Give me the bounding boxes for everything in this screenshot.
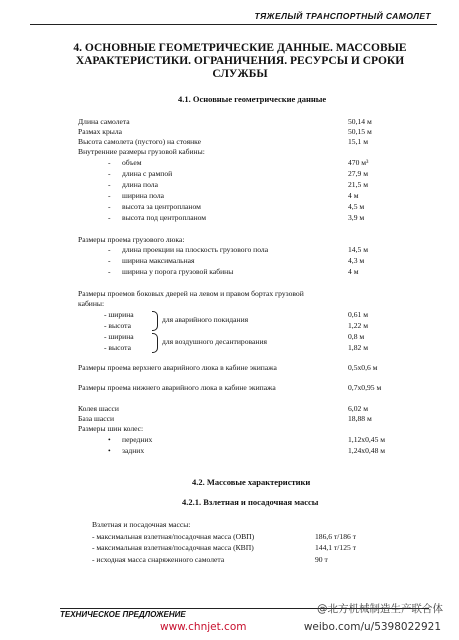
- data-row: Размеры проема верхнего аварийного люка в кабине экипажа 0,5х0,6 м: [78, 363, 378, 372]
- data-row: - ширина максимальная 4,3 м: [108, 256, 365, 265]
- data-row: - высота 1,82 м: [104, 343, 368, 352]
- data-row: • передних 1,12х0,45 м: [108, 435, 386, 444]
- page-header: [30, 10, 437, 25]
- data-row: - максимальная взлетная/посадочная масса (ОВП) 186,6 т/186 т: [92, 532, 357, 541]
- data-row: Взлетная и посадочная массы:: [92, 520, 191, 529]
- data-row: - длина с рампой 27,9 м: [108, 169, 368, 178]
- data-row: - высота за центропланом 4,5 м: [108, 202, 365, 211]
- data-row: - исходная масса снаряженного самолета 90 т: [92, 555, 328, 564]
- data-row: - высота 1,22 м: [104, 321, 368, 330]
- data-row: - ширина пола 4 м: [108, 191, 359, 200]
- data-row: - максимальная взлетная/посадочная масса (КВП) 144,1 т/125 т: [92, 543, 357, 552]
- door-group-label: для воздушного десантирования: [162, 337, 267, 346]
- data-row: База шасси 18,88 м: [78, 414, 372, 423]
- watermark-weibo: weibo.com/u/5398022921: [303, 621, 441, 633]
- data-row: - ширина 0,61 м: [104, 310, 368, 319]
- data-row: - объем 470 м³: [108, 158, 369, 167]
- data-row: - высота под центропланом 3,9 м: [108, 213, 365, 222]
- data-row: - ширина 0,8 м: [104, 332, 365, 341]
- data-row: Длина самолета 50,14 м: [78, 117, 372, 126]
- data-row: кабины:: [78, 299, 105, 308]
- watermark-site: www.chnjet.com: [160, 621, 247, 633]
- data-row: Внутренние размеры грузовой кабины:: [78, 147, 205, 156]
- brace: [152, 311, 158, 331]
- data-row: Размеры проема грузового люка:: [78, 235, 185, 244]
- section-4-2-heading: 4.2. Массовые характеристики: [192, 477, 311, 487]
- data-row: Размеры проема нижнего аварийного люка в кабине экипажа 0,7х0,95 м: [78, 383, 382, 392]
- chapter-title: 4. ОСНОВНЫЕ ГЕОМЕТРИЧЕСКИЕ ДАННЫЕ. МАССОВЫЕ ХАРАКТЕРИСТИКИ. ОГРАНИЧЕНИЯ. РЕСУРСЫ И СРОКИ СЛУЖБЫ: [73, 42, 407, 80]
- header-text: ТЯЖЕЛЫЙ ТРАНСПОРТНЫЙ САМОЛЕТ: [254, 11, 431, 21]
- data-row: - длина пола 21,5 м: [108, 180, 368, 189]
- data-row: • задних 1,24х0,48 м: [108, 446, 386, 455]
- data-row: - длина проекции на плоскость грузового пола 14,5 м: [108, 245, 368, 254]
- data-row: Высота самолета (пустого) на стоянке 15,1 м: [78, 137, 368, 146]
- watermark-name: @北方机械制造生产联合体: [317, 603, 443, 615]
- door-group-label: для аварийного покидания: [162, 315, 249, 324]
- data-row: Размах крыла 50,15 м: [78, 127, 372, 136]
- footer-text: ТЕХНИЧЕСКОЕ ПРЕДЛОЖЕНИЕ: [60, 610, 186, 619]
- brace: [152, 333, 158, 353]
- data-row: Размеры шин колес:: [78, 424, 144, 433]
- data-row: - ширина у порога грузовой кабины 4 м: [108, 267, 359, 276]
- data-row: Колея шасси 6,02 м: [78, 404, 368, 413]
- section-4-1-heading: 4.1. Основные геометрические данные: [178, 94, 327, 104]
- section-4-2-1-heading: 4.2.1. Взлетная и посадочная массы: [182, 497, 319, 507]
- data-row: Размеры проемов боковых дверей на левом и правом бортах грузовой: [78, 289, 304, 298]
